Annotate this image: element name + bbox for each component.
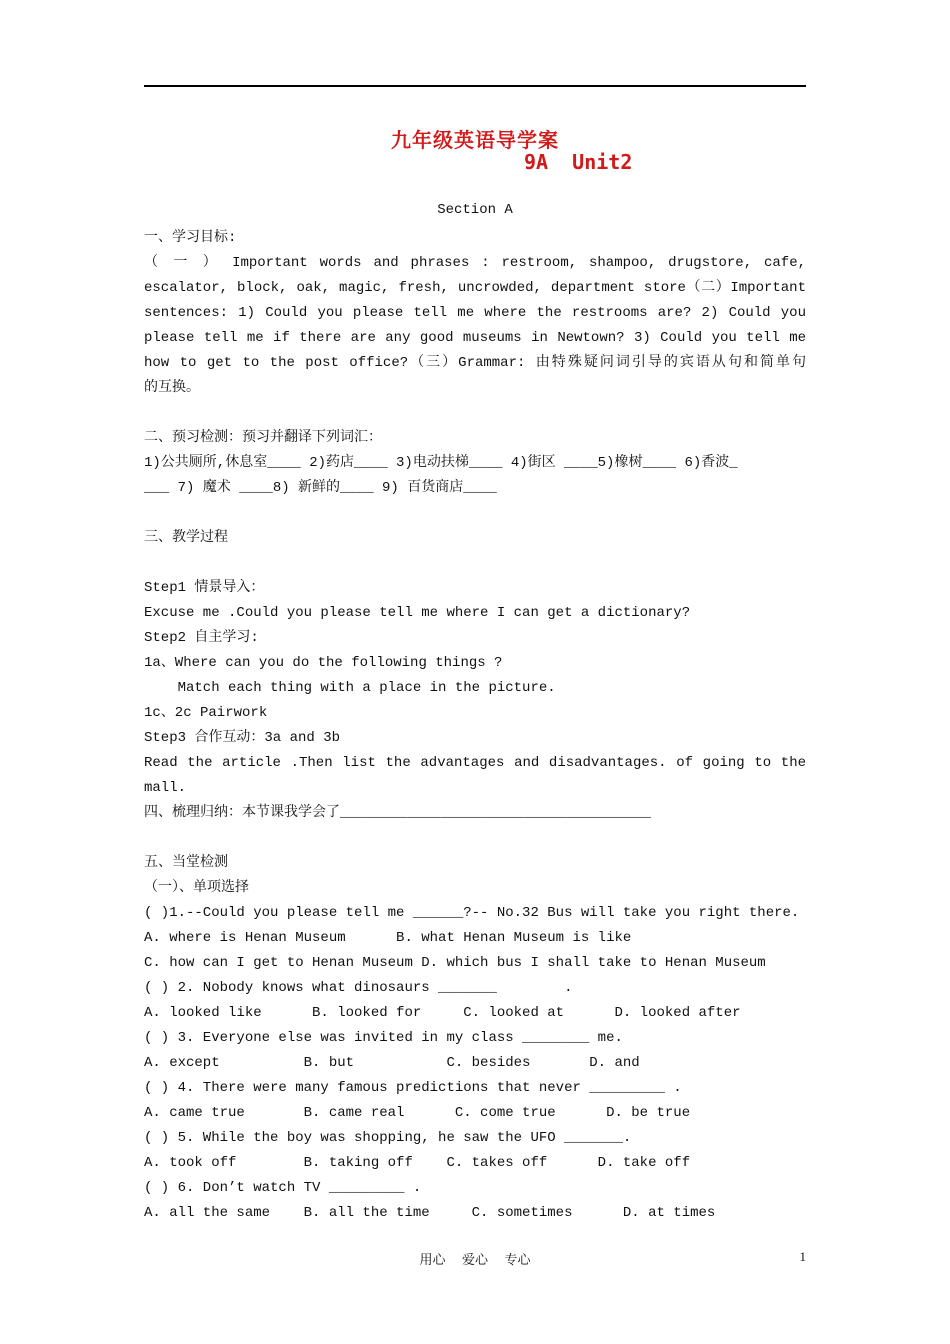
text-line: （一）、单项选择	[144, 880, 249, 896]
text-line: ( ) 3. Everyone else was invited in my class ________ me.	[144, 1030, 623, 1046]
text-line: 的互换。	[144, 380, 200, 396]
document-title: 九年级英语导学案	[391, 128, 559, 152]
header-rule	[144, 85, 806, 87]
text-line: Step1 情景导入：	[144, 580, 265, 596]
text-line: Read the article .Then list the advantages and disadvantages. of going to the	[144, 755, 806, 771]
text-line: ( ) 2. Nobody knows what dinosaurs _______ .	[144, 980, 573, 996]
text-line: C. how can I get to Henan Museum D. which bus I shall take to Henan Museum	[144, 955, 766, 971]
text-line: ___ 7) 魔术 ____8) 新鲜的____ 9) 百货商店____	[144, 480, 497, 496]
text-line: 1c、2c Pairwork	[144, 705, 268, 721]
text-line: A. looked like B. looked for C. looked at D. looked after	[144, 1005, 741, 1021]
text-line: 一、学习目标:	[144, 230, 237, 246]
text-line: A. except B. but C. besides D. and	[144, 1055, 640, 1071]
blank-line	[144, 401, 806, 426]
text-line: A. all the same B. all the time C. sometimes D. at times	[144, 1205, 716, 1221]
text-line: 五、当堂检测	[144, 855, 228, 871]
text-line: 四、梳理归纳：本节课我学会了_____________________________________	[144, 805, 651, 821]
text-line: how to get to the post office?（三）Grammar: 由特殊疑问词引导的宾语从句和简单句	[144, 355, 806, 371]
text-line: escalator, block, oak, magic, fresh, uncrowded, department store（二）Important	[144, 280, 806, 296]
text-line: ( )1.--Could you please tell me ______?-- No.32 Bus will take you right there.	[144, 905, 800, 921]
text-line: Step3 合作互动：3a and 3b	[144, 730, 341, 746]
text-line: ( ) 6. Don’t watch TV _________ .	[144, 1180, 422, 1196]
text-line: mall.	[144, 780, 187, 796]
document-body	[144, 226, 806, 1226]
section-heading: Section A	[437, 202, 513, 218]
blank-line	[144, 826, 806, 851]
text-line: 1)公共厕所,休息室____ 2)药店____ 3)电动扶梯____ 4)街区 ____5)橡树____ 6)香波_	[144, 455, 738, 471]
text-line: 二、预习检测：预习并翻译下列词汇：	[144, 430, 382, 446]
text-line: A. took off B. taking off C. takes off D. take off	[144, 1155, 691, 1171]
text-line: 三、教学过程	[144, 530, 228, 546]
text-line: A. where is Henan Museum B. what Henan Museum is like	[144, 930, 632, 946]
text-line: ( ) 4. There were many famous predictions that never _________ .	[144, 1080, 682, 1096]
text-line: （ 一 ） Important words and phrases : restroom, shampoo, drugstore, cafe,	[144, 255, 806, 271]
unit-title: 9A Unit2	[524, 150, 633, 174]
text-line: Excuse me .Could you please tell me where I can get a dictionary?	[144, 605, 691, 621]
text-line: 1a、Where can you do the following things ?	[144, 655, 503, 671]
text-line: sentences: 1) Could you please tell me where the restrooms are? 2) Could you	[144, 305, 806, 321]
text-line: please tell me if there are any good museums in Newtown? 3) Could you tell me	[144, 330, 806, 346]
page-number: 1	[799, 1249, 806, 1264]
text-line: A. came true B. came real C. come true D. be true	[144, 1105, 691, 1121]
text-line: Match each thing with a place in the picture.	[144, 680, 556, 696]
footer-motto: 用心 爱心 专心	[419, 1253, 531, 1268]
text-line: Step2 自主学习:	[144, 630, 259, 646]
blank-line	[144, 551, 806, 576]
text-line: ( ) 5. While the boy was shopping, he saw the UFO _______.	[144, 1130, 632, 1146]
blank-line	[144, 501, 806, 526]
